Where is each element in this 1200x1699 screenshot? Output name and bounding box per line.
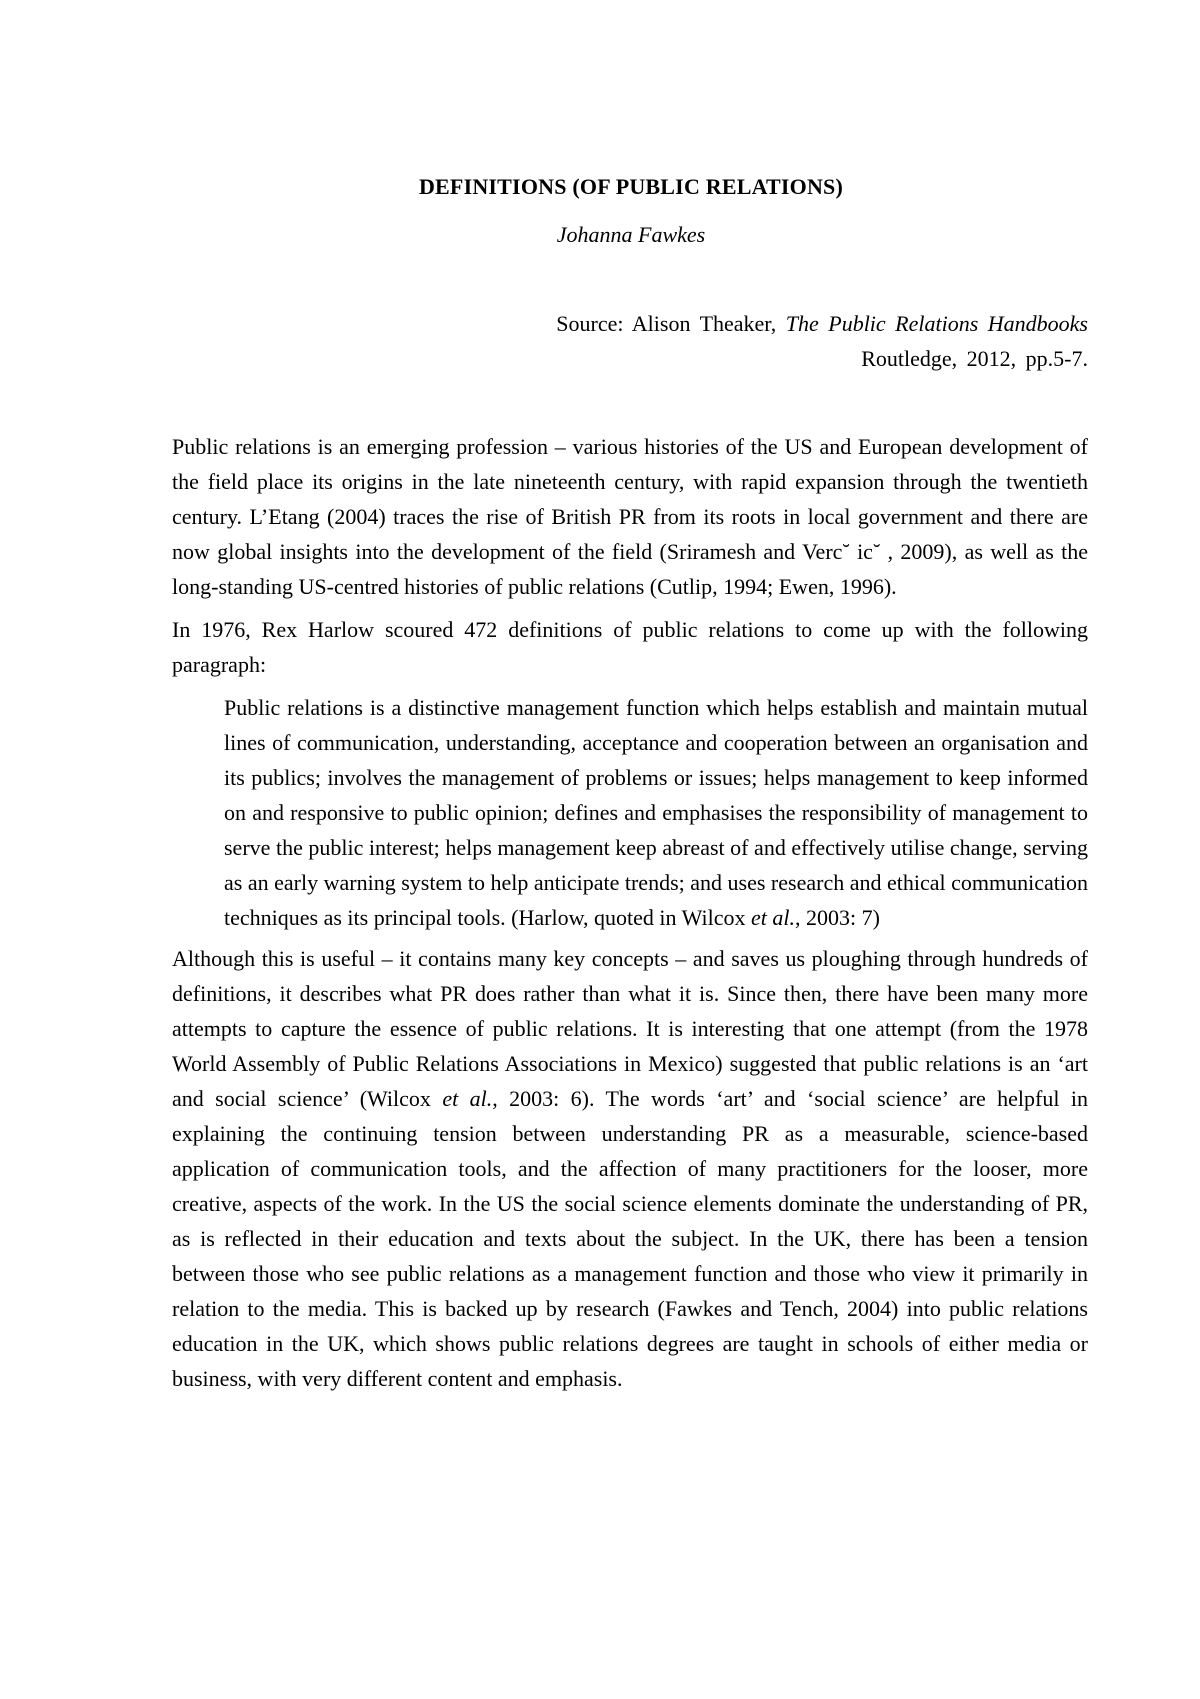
- paragraph-3-part-1: Although this is useful – it contains many key concepts – and saves us ploughing through hundreds of definitions, it describes what PR does rather than what it is. Since then, there have been many more attempts to capture the essence of public relations. It is interesting that one attempt (from the 1978 World Assembly of Public Relations Associations in Mexico) suggested that public relations is an ‘art and social science’ (Wilcox: [172, 946, 1088, 1111]
- source-line-1: [388, 306, 1088, 341]
- author-name: Johanna Fawkes: [556, 222, 706, 247]
- document-title: DEFINITIONS (OF PUBLIC RELATIONS): [418, 174, 844, 199]
- harlow-quote: [224, 690, 1088, 935]
- paragraph-1: Public relations is an emerging profession – various histories of the US and European development of the field place its origins in the late nineteenth century, with rapid expansion through the twentieth century. L’Etang (2004) traces the rise of British PR from its roots in local government and there are now global insights into the development of the field (Sriramesh and Verc˘ ic˘ , 2009), as well as the long-standing US-centred histories of public relations (Cutlip, 1994; Ewen, 1996).: [172, 434, 1088, 599]
- quote-paragraph: [224, 690, 1088, 935]
- source-prefix: Source: Alison Theaker,: [556, 311, 786, 336]
- document-body: [172, 429, 1088, 1404]
- paragraph-3: [172, 941, 1088, 1396]
- source-citation: [388, 306, 1088, 376]
- quote-citation-pre: (Harlow, quoted in Wilcox: [511, 905, 752, 930]
- quote-text: Public relations is a distinctive management function which helps establish and maintain mutual lines of communication, understanding, acceptance and cooperation between an organisation and its publics; involves the management of problems or issues; helps management to keep informed on and responsive to public opinion; defines and emphasises the responsibility of management to serve the public interest; helps management keep abreast of and effectively utilise change, serving as an early warning system to help anticipate trends; and uses research and ethical communication techniques as its principal tools.: [224, 695, 1088, 930]
- paragraph-3-part-2: , 2003: 6). The words ‘art’ and ‘social science’ are helpful in explaining the continuing tension between understanding PR as a measurable, science-based application of communication tools, and the affection of many practitioners for the looser, more creative, aspects of the work. In the US the social science elements dominate the understanding of PR, as is reflected in their education and texts about the subject. In the UK, there has been a tension between those who see public relations as a management function and those who view it primarily in relation to the media. This is backed up by research (Fawkes and Tench, 2004) into public relations education in the UK, which shows public relations degrees are taught in schools of either media or business, with very different content and emphasis.: [172, 1086, 1088, 1391]
- quote-citation-post: , 2003: 7): [795, 905, 880, 930]
- quote-citation: [511, 905, 880, 930]
- paragraph-2: In 1976, Rex Harlow scoured 472 definitions of public relations to come up with the following paragraph:: [172, 617, 1088, 677]
- source-book-title: The Public Relations Handbooks: [785, 311, 1088, 336]
- quote-citation-etal: et al.: [751, 905, 796, 930]
- paragraph-3-etal: et al.: [442, 1086, 493, 1111]
- source-line-2: Routledge, 2012, pp.5-7.: [861, 346, 1088, 371]
